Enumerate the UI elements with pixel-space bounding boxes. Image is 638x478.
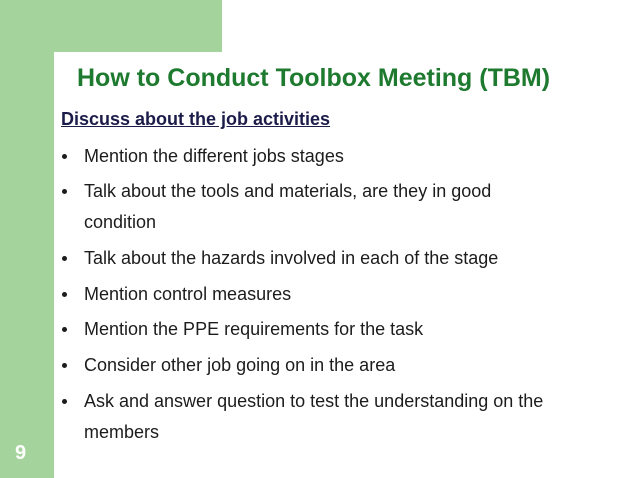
bullet-item-questions [62,386,567,448]
bullet-text: Talk about the tools and materials, are they in good condition [84,181,492,232]
bullet-icon [62,154,67,159]
bullet-text: Talk about the hazards involved in each of the stage [84,248,499,268]
top-accent-band [0,0,222,52]
section-subtitle: Discuss about the job activities [61,109,331,129]
bullet-item-other-jobs [62,350,582,381]
bullet-text: Mention control measures [84,284,292,304]
left-accent-band [0,0,54,478]
slide-title: How to Conduct Toolbox Meeting (TBM) [77,64,551,92]
bullet-icon [62,292,67,297]
bullet-icon [62,399,67,404]
bullet-icon [62,256,67,261]
bullet-icon [62,189,67,194]
bullet-text: Mention the PPE requirements for the task [84,319,424,339]
bullet-text: Consider other job going on in the area [84,355,396,375]
bullet-text: Ask and answer question to test the understanding on the members [84,391,544,442]
bullet-item-tools-materials [62,176,567,238]
bullet-item-control-measures [62,279,582,310]
bullet-item-hazards [62,243,582,274]
page-number: 9 [15,442,27,464]
bullet-text: Mention the different jobs stages [84,146,344,166]
bullet-icon [62,327,67,332]
bullet-item-job-stages [62,141,582,172]
bullet-icon [62,363,67,368]
bullet-item-ppe [62,314,582,345]
